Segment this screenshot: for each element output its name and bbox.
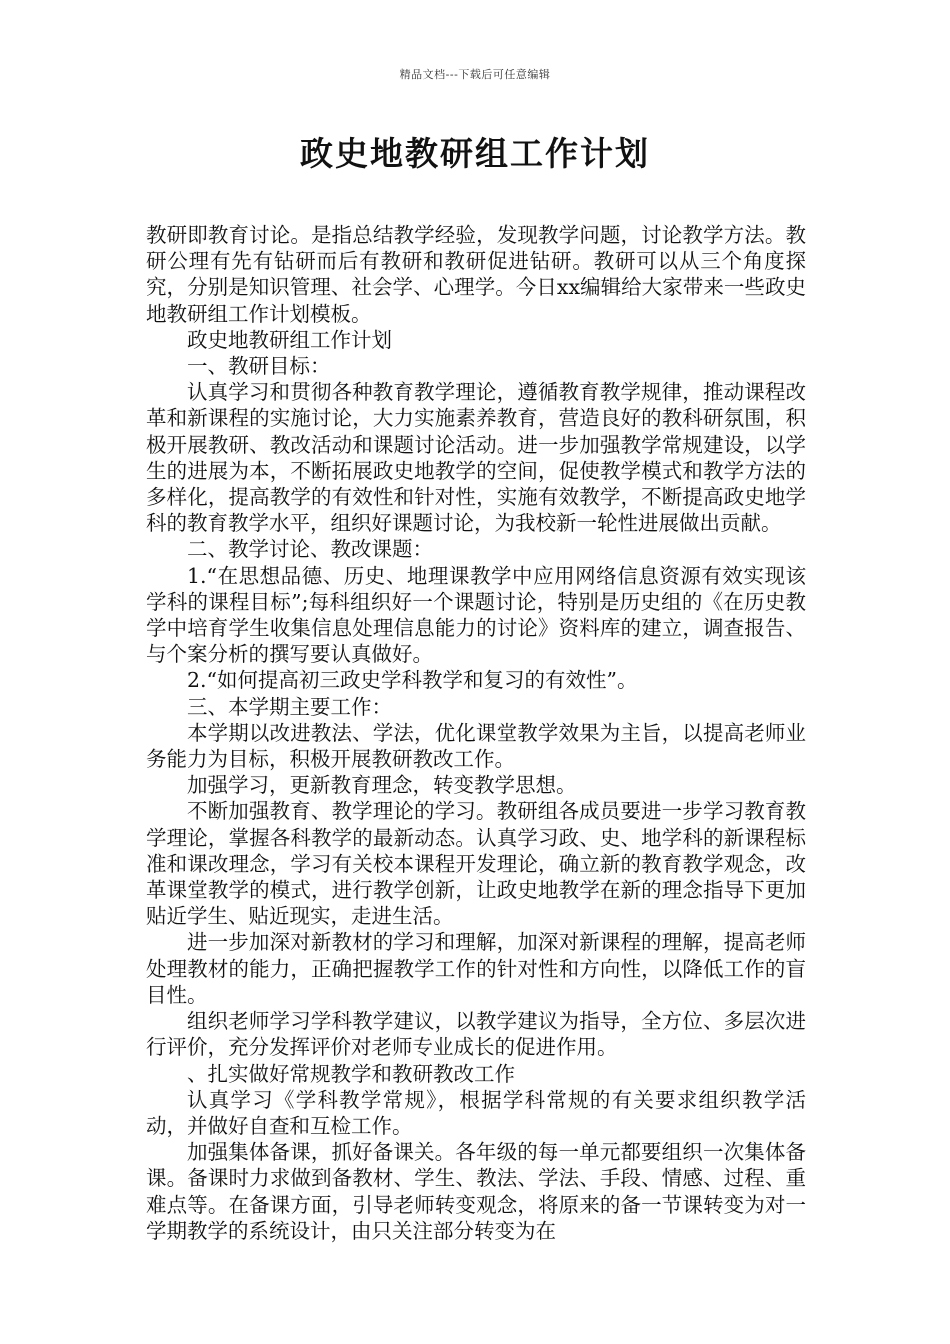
body-paragraph: 二、教学讨论、教改课题： [187, 537, 433, 562]
header-note: 精品文档---下载后可任意编辑 [399, 68, 551, 81]
body-paragraph: 1.“在思想品德、历史、地理课教学中应用网络信息资源有效实现该学科的课程目标”;每科组织好一个课题讨论，特别是历史组的《在历史教学中培育学生收集信息处理信息能力的讨论》资料库的建立，调查报告、与个案分析的撰写要认真做好。 [146, 563, 806, 667]
body-paragraph: 本学期以改进教法、学法，优化课堂教学效果为主旨，以提高老师业务能力为目标，积极开展教研教改工作。 [146, 720, 806, 772]
body-paragraph: 组织老师学习学科教学建议，以教学建议为指导，全方位、多层次进行评价，充分发挥评价对老师专业成长的促进作用。 [146, 1009, 806, 1060]
body-paragraph: 、扎实做好常规教学和教研教改工作 [187, 1061, 515, 1086]
body-paragraph: 加强学习，更新教育理念，转变教学思想。 [187, 773, 577, 798]
body-paragraph: 认真学习《学科教学常规》，根据学科常规的有关要求组织教学活动，并做好自查和互检工作。 [146, 1087, 806, 1138]
body-paragraph: 教研即教育讨论。是指总结教学经验，发现教学问题，讨论教学方法。教研公理有先有钻研而后有教研和教研促进钻研。教研可以从三个角度探究，分别是知识管理、社会学、心理学。今日xx编辑给大家带来一些政史地教研组工作计划模板。 [146, 223, 806, 326]
document-title: 政史地教研组工作计划 [300, 134, 650, 173]
body-paragraph: 认真学习和贯彻各种教育教学理论，遵循教育教学规律，推动课程改革和新课程的实施讨论，大力实施素养教育，营造良好的教科研氛围，积极开展教研、教改活动和课题讨论活动。进一步加强教学常规建设，以学生的进展为本，不断拓展政史地教学的空间，促使教学模式和教学方法的多样化，提高教学的有效性和针对性，实施有效教学，不断提高政史地学科的教育教学水平，组织好课题讨论，为我校新一轮性进展做出贡献。 [146, 380, 806, 536]
body-paragraph: 政史地教研组工作计划 [187, 327, 392, 352]
body-paragraph: 进一步加深对新教材的学习和理解，加深对新课程的理解，提高老师处理教材的能力，正确把握教学工作的针对性和方向性，以降低工作的盲目性。 [146, 930, 806, 1007]
body-paragraph: 不断加强教育、教学理论的学习。教研组各成员要进一步学习教育教学理论，掌握各科教学的最新动态。认真学习政、史、地学科的新课程标准和课改理念，学习有关校本课程开发理论，确立新的教育教学观念，改革课堂教学的模式，进行教学创新，让政史地教学在新的理念指导下更加贴近学生、贴近现实，走进生活。 [146, 799, 806, 929]
document-body [146, 222, 806, 1244]
body-paragraph: 一、教研目标： [187, 354, 331, 379]
body-paragraph: 加强集体备课，抓好备课关。各年级的每一单元都要组织一次集体备课。备课时力求做到备教材、学生、教法、学法、手段、情感、过程、重难点等。在备课方面，引导老师转变观念，将原来的备一节课转变为对一学期教学的系统设计，由只关注部分转变为在 [146, 1140, 806, 1243]
body-paragraph: 三、本学期主要工作： [187, 694, 392, 719]
body-paragraph: 2.“如何提高初三政史学科教学和复习的有效性”。 [187, 668, 638, 693]
